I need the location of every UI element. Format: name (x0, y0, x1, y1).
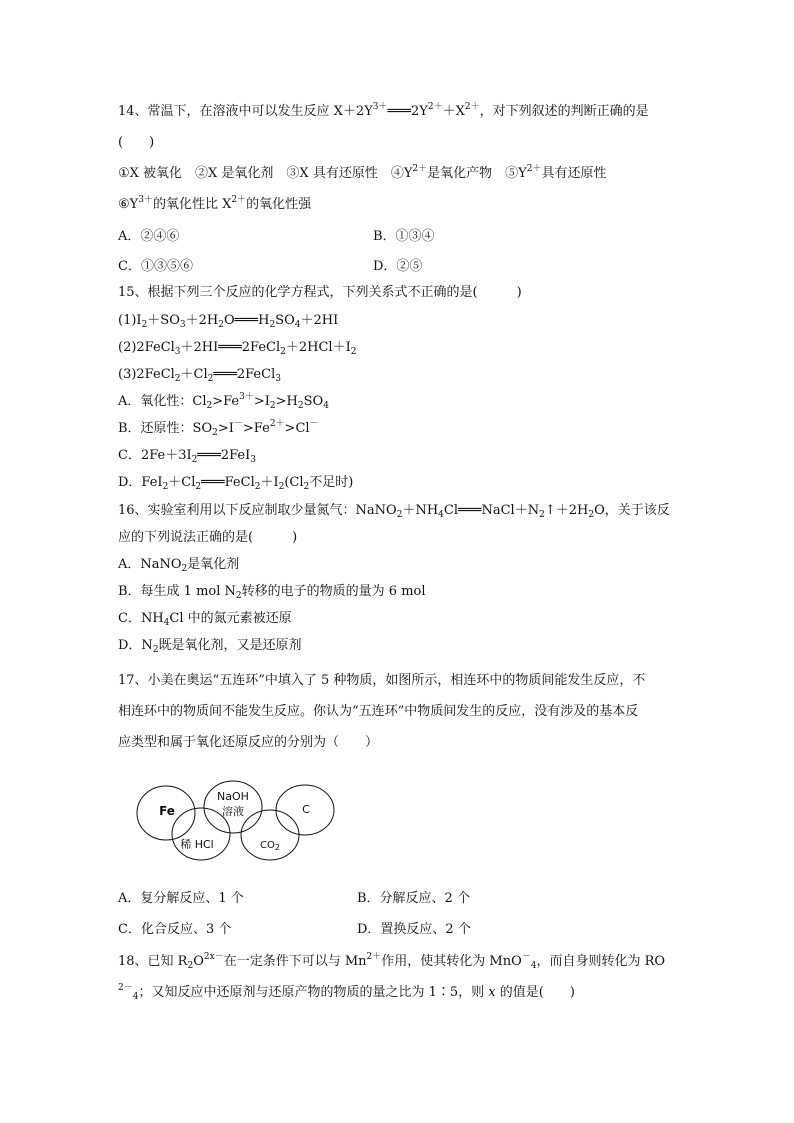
ring-label-naoh-1: NaOH (217, 790, 249, 803)
ring-label-co2: $CO_2$ (260, 840, 280, 852)
q17-stem-line-2: 相连环中的物质间不能发生反应。你认为“五连环”中物质间发生的反应，没有涉及的基本反 (118, 704, 639, 719)
q17-option-c: C．化合反应、3 个 (118, 922, 232, 937)
five-rings-svg (130, 780, 366, 862)
ring-label-fe: Fe (159, 804, 175, 818)
q16-option-b: B．每生成 1 mol $N_2$转移的电子的物质的量为 6 mol (118, 584, 426, 601)
five-rings-diagram (130, 780, 366, 862)
q14-stem: 14、常温下，在溶液中可以发生反应 $X+2Y^{3+}═══2Y^{2+}+X^{2+}$，对下列叙述的判断正确的是 (118, 102, 649, 119)
ring-label-hcl: 稀 HCl (180, 838, 214, 851)
q17-option-b: B．分解反应、2 个 (357, 891, 470, 906)
q14-option-d: D．②⑤ (373, 259, 423, 274)
q17-stem-line-1: 17、小美在奥运“五连环”中填入了 5 种物质，如图所示，相连环中的物质间能发生反应，不 (118, 673, 646, 688)
q17-stem-line-3: 应类型和属于氧化还原反应的分别为（ ） (118, 735, 379, 750)
q15-option-d: D．$FeI_2+Cl_2═══FeCl_2+I_2(Cl_2$不足时) (118, 475, 354, 492)
q18-stem-line-2: $^{2-}_4$；又知反应中还原剂与还原产物的物质的量之比为 1∶5，则 x 的值是( ) (118, 983, 575, 1002)
q17-option-d: D．置换反应、2 个 (357, 922, 471, 937)
q14-option-a: A．②④⑥ (118, 229, 180, 244)
ring-label-naoh-2: 溶液 (222, 805, 244, 818)
q15-option-c: C．$2Fe+3I_2═══2FeI_3$ (118, 448, 256, 465)
q16-option-c: C．$NH_4Cl$ 中的氮元素被还原 (118, 611, 292, 628)
q14-paren: ( ) (118, 135, 155, 150)
q16-stem-line-1: 16、实验室利用以下反应制取少量氮气：$NaNO_2+NH_4Cl═══NaCl+N_2↑+2H_2O$，关于该反 (118, 503, 670, 520)
q15-reaction-1: $(1)I_2+SO_3+2H_2O═══H_2SO_4+2HI$ (118, 313, 339, 330)
ring-label-c: C (302, 803, 310, 816)
q15-option-b: B．还原性：$SO_2>I^->Fe^{2+}>Cl^-$ (118, 419, 319, 438)
q18-stem-line-1: 18、已知 $R_2O^{2x-}$在一定条件下可以与 $Mn^{2+}$作用，使其转化为 MnO－$_4$，而自身则转化为 RO (118, 952, 666, 971)
q15-reaction-2: $(2)2FeCl_3+2HI═══2FeCl_2+2HCl+I_2$ (118, 340, 357, 357)
q15-reaction-3: $(3)2FeCl_2+Cl_2═══2FeCl_3$ (118, 367, 281, 384)
q14-items: ①X 被氧化 ②X 是氧化剂 ③X 具有还原性 $④Y^{2+}$是氧化产物 $⑤Y^{2+}$具有还原性 (118, 164, 607, 181)
q14-option-c: C．①③⑤⑥ (118, 259, 193, 274)
q16-option-d: D．$N_2$既是氧化剂，又是还原剂 (118, 638, 302, 655)
q16-option-a: A．NaNO$_2$是氧化剂 (118, 557, 240, 574)
q14-option-b: B．①③④ (373, 229, 435, 244)
q17-option-a: A．复分解反应、1 个 (118, 891, 244, 906)
q14-item6: $⑥Y^{3+}$的氧化性比 $X^{2+}$的氧化性强 (118, 195, 312, 212)
q16-stem-line-2: 应的下列说法正确的是( ) (118, 530, 298, 545)
q15-stem: 15、根据下列三个反应的化学方程式，下列关系式不正确的是( ) (118, 285, 522, 300)
q15-option-a: A．氧化性：$Cl_2>Fe^{3+}>I_2>H_2SO_4$ (118, 392, 329, 411)
ring-co2 (241, 810, 299, 860)
